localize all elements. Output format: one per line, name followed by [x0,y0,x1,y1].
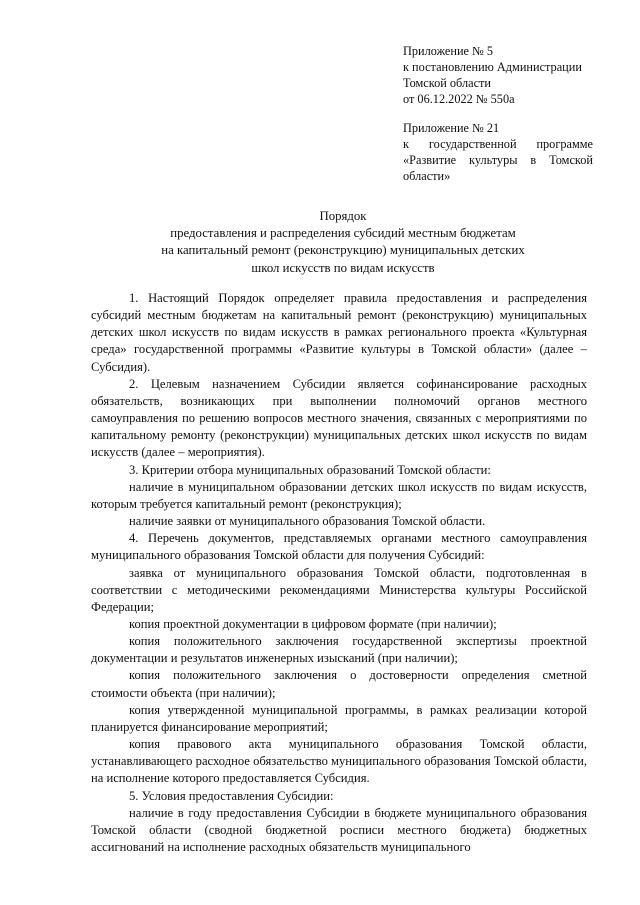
document-estimate-copy: копия положительного заключения о достоверности определения сметной стоимости объекта (при наличии); [91,668,587,700]
criterion-application: наличие заявки от муниципального образования Томской области. [129,514,486,529]
appendix-21-program-name: «Развитие культуры в Томской [403,153,593,167]
paragraph-3: 3. Критерии отбора муниципальных образований Томской области: [129,462,491,477]
appendix-5-date-number: от 06.12.2022 № 550а [403,92,515,106]
appendix-5-block [403,43,593,107]
document-title [100,208,586,277]
appendix-21-title: Приложение № 21 [403,121,500,135]
appendix-21-program: к государственной программе [403,137,593,151]
document-expertise-copy: копия положительного заключения государственной экспертизы проектной документации и результатов инженерных изысканий (при наличии); [91,634,587,666]
title-line-3: на капитальный ремонт (реконструкцию) муниципальных детских [161,243,525,258]
paragraph-5: 5. Условия предоставления Субсидии: [129,788,334,803]
criterion-schools: наличие в муниципальном образовании детских школ искусств по видам искусств, которым требуется капитальный ремонт (реконструкция); [91,479,587,511]
paragraph-2: 2. Целевым назначением Субсидии является софинансирование расходных обязательств, возникающих при выполнении полномочий органов местного самоуправления по решению вопросов местного значения, связанных с мероприятиями по капитальному ремонту (реконструкции) муниципальных детских школ искусств по видам искусств (далее – мероприятия). [91,376,587,460]
paragraph-1: 1. Настоящий Порядок определяет правила предоставления и распределения субсидий местным бюджетам на капитальный ремонт (реконструкцию) муниципальных детских школ искусств по видам искусств в рамках регионального проекта «Культурная среда» государственной программы «Развитие культуры в Томской области» (далее – Субсидия). [91,291,587,374]
title-line-2: предоставления и распределения субсидий местным бюджетам [170,226,516,241]
document-legal-act-copy: копия правового акта муниципального образования Томской области, устанавливающего расходное обязательство муниципального образования Томской области, на исполнение которого предоставляется Субсидия. [91,737,587,786]
appendix-5-decree: к постановлению Администрации [403,60,582,74]
appendix-21-program-name-end: области» [403,169,451,183]
appendix-21-block [403,120,593,184]
appendix-5-region: Томской области [403,76,491,90]
document-body [91,290,587,856]
document-project-copy: копия проектной документации в цифровом формате (при наличии); [129,616,497,631]
title-line-4: школ искусств по видам искусств [251,260,435,275]
title-line-1: Порядок [319,209,367,223]
paragraph-4: 4. Перечень документов, представляемых органами местного самоуправления муниципального образования Томской области для получения Субсидий: [91,531,587,563]
document-program-copy: копия утвержденной муниципальной программы, в рамках реализации которой планируется финансирование мероприятий; [91,702,587,734]
document-application: заявка от муниципального образования Томской области, подготовленная в соответствии с методическими рекомендациями Министерства культуры Российской Федерации; [91,565,587,614]
condition-budget: наличие в году предоставления Субсидии в бюджете муниципального образования Томской области (сводной бюджетной росписи местного бюджета) бюджетных ассигнований на исполнение расходных обязательств муниципального [91,805,587,854]
appendix-5-title: Приложение № 5 [403,44,494,58]
